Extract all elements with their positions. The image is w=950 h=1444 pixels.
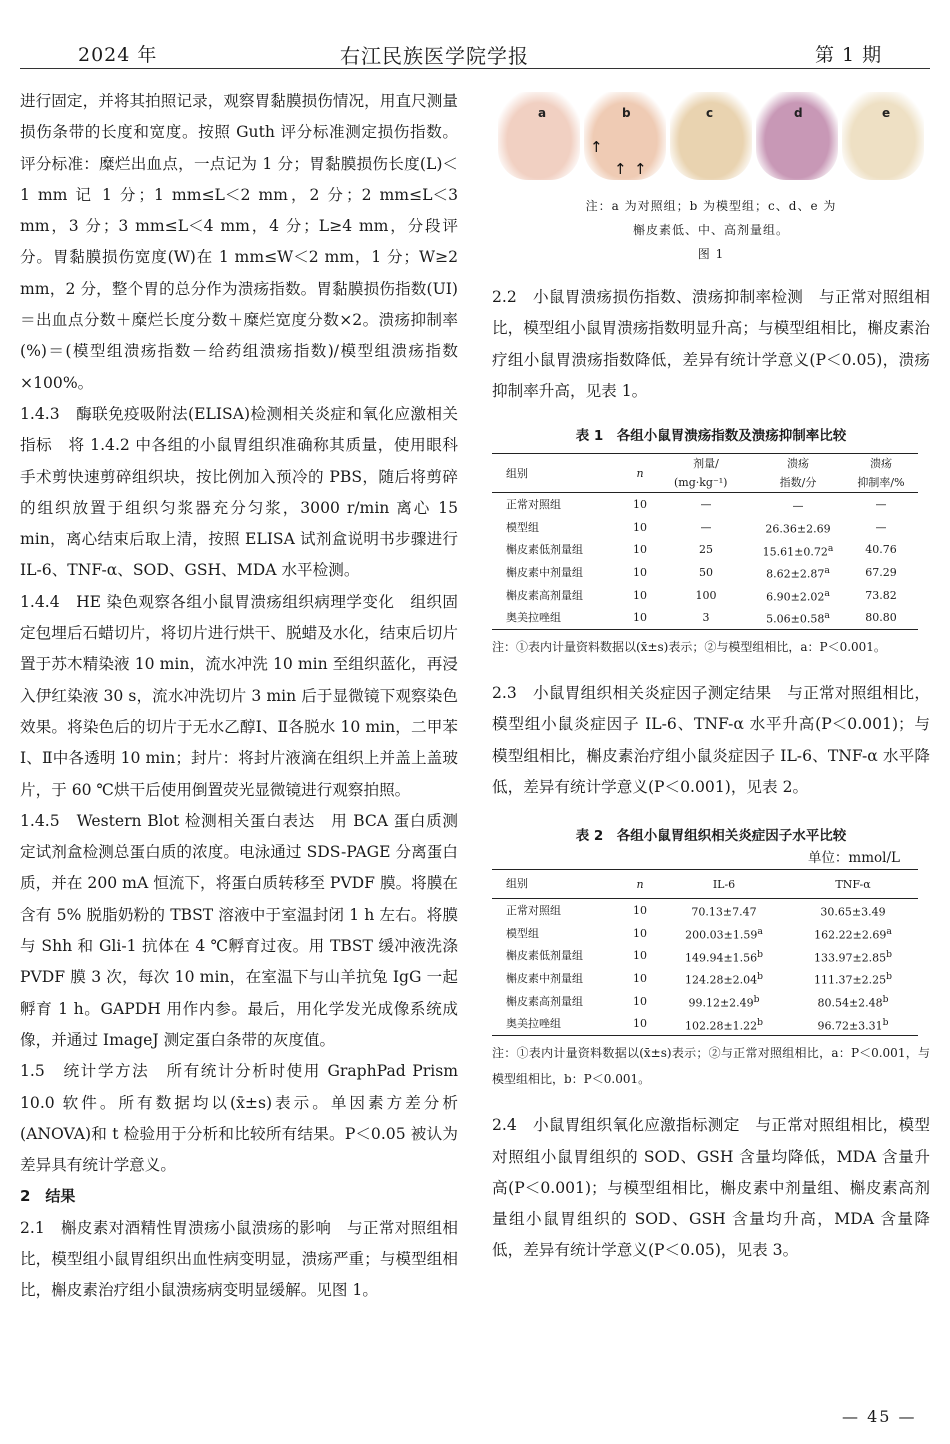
table-row [492, 990, 918, 1013]
table-row [492, 945, 918, 968]
photo-label: b [622, 106, 631, 120]
paragraph-scoring: 进行固定，并将其拍照记录，观察胃黏膜损伤情况，用直尺测量损伤条带的长度和宽度。按照 Guth 评分标准测定损伤指数。评分标准：糜烂出血点，一点记为 1 分；胃黏膜损伤长度(L)＜1 mm 记 1 分；1 mm≤L＜2 mm，2 分；2 mm≤L＜3 mm，3 分；3 mm≤L＜4 mm，4 分；L≥4 mm，分段评分。胃黏膜损伤宽度(W)在 1 mm≤W＜2 mm，1 分；W≥2 mm，2 分，整个胃的总分作为溃疡指数。胃黏膜损伤指数(UI)＝出血点分数＋糜烂长度分数＋糜烂宽度分数×2。溃疡抑制率(%)＝(模型组溃疡指数－给药组溃疡指数)/模型组溃疡指数×100%。 [20, 92, 458, 392]
paragraph-statistics: 1.5 统计学方法 所有统计分析时使用 GraphPad Prism 10.0 软件。所有数据均以(x̄±s)表示。单因素方差分析(ANOVA)和 t 检验用于分析和比较所有结果。P＜0.05 被认为差异具有统计学意义。 [20, 1062, 458, 1175]
paragraph-he-staining: 1.4.4 HE 染色观察各组小鼠胃溃疡组织病理学变化 组织固定包埋后石蜡切片，将切片进行烘干、脱蜡及水化，结束后切片置于苏木精染液 10 min，流水冲洗 10 min 至组织蓝化，再浸入伊红染液 30 s，流水冲洗切片 3 min 后于显微镜下观察染色效果。将染色后的切片于无水乙醇Ⅰ、Ⅱ各脱水 10 min，二甲苯Ⅰ、Ⅱ中各透明 10 min；封片：将封片液滴在组织上并盖上盖玻片，于 60 ℃烘干后使用倒置荧光显微镜进行观察拍照。 [20, 592, 458, 799]
cell-group: 槲皮素高剂量组 [506, 994, 583, 1008]
figure-note-line2: 槲皮素低、中、高剂量组。 [632, 223, 789, 237]
photo-label: c [706, 106, 714, 120]
header-issue: 第 1 期 [815, 44, 883, 66]
cell-group: 槲皮素高剂量组 [506, 588, 583, 602]
cell-group: 模型组 [506, 926, 539, 940]
cell-dose: — [700, 498, 712, 512]
cell-n: 10 [633, 611, 647, 625]
cell-ir: 67.29 [865, 565, 897, 579]
cell-group: 奥美拉唑组 [506, 611, 561, 625]
table-row [492, 493, 918, 516]
table-row [492, 606, 918, 629]
table-1-note: 注：①表内计量资料数据以(x̄±s)表示；②与模型组相比，a：P＜0.001。 [492, 640, 886, 655]
stomach-photo-d [756, 92, 838, 180]
header-year: 2024 年 [78, 44, 158, 66]
table-row [492, 539, 918, 562]
table-2 [492, 869, 918, 1036]
table-1-header-ir-unit: 抑制率/% [857, 476, 905, 490]
table-1-header-ir: 溃疡 [870, 457, 892, 471]
figure-caption: 图 1 [697, 247, 725, 261]
cell-group: 正常对照组 [506, 904, 561, 918]
page-number: — 45 — [842, 1407, 917, 1426]
table-row [492, 584, 918, 607]
cell-n: 10 [633, 498, 647, 512]
cell-group: 正常对照组 [506, 498, 561, 512]
arrow-icon: ↑ [614, 160, 627, 178]
cell-n: 10 [633, 543, 647, 557]
cell-dose: — [700, 520, 712, 534]
cell-group: 奥美拉唑组 [506, 1017, 561, 1031]
cell-n: 10 [633, 1017, 647, 1031]
cell-dose: 100 [695, 588, 717, 602]
cell-dose: 25 [699, 543, 713, 557]
cell-ui: 6.90±2.02$^a$ [766, 587, 830, 604]
table-1-header-dose: 剂量/ [693, 457, 719, 471]
cell-ir: — [875, 520, 887, 534]
cell-tnf: 96.72±3.31$^b$ [817, 1016, 889, 1033]
cell-ui: 5.06±0.58$^a$ [766, 610, 830, 627]
table-2-header-group: 组别 [506, 877, 528, 891]
header-journal: 右江民族医学院学报 [340, 44, 529, 68]
table-2-header-n: n [636, 877, 644, 891]
paragraph-results-2-4: 2.4 小鼠胃组织氧化应激指标测定 与正常对照组相比，模型对照组小鼠胃组织的 SOD、GSH 含量均降低，MDA 含量升高(P＜0.001)；与模型组相比，槲皮素中剂量组、槲皮素高剂量组小鼠胃组织的 SOD、GSH 含量均升高，MDA 含量降低，差异有统计学意义(P＜0.05)，见表 3。 [492, 1116, 930, 1260]
cell-il6: 149.94±1.56$^b$ [684, 948, 764, 965]
stomach-photo-e [842, 92, 924, 180]
cell-tnf: 30.65±3.49 [820, 905, 886, 919]
cell-n: 10 [633, 520, 647, 534]
cell-tnf: 111.37±2.25$^b$ [813, 971, 893, 987]
cell-ui: 15.61±0.72$^a$ [762, 542, 834, 559]
cell-ui: 8.62±2.87$^a$ [766, 565, 830, 581]
table-2-note: 注：①表内计量资料数据以(x̄±s)表示；②与正常对照组相比，a：P＜0.001，与模型组相比，b：P＜0.001。 [492, 1046, 930, 1087]
paragraph-results-2-2: 2.2 小鼠胃溃疡损伤指数、溃疡抑制率检测 与正常对照组相比，模型组小鼠胃溃疡指数明显升高；与模型组相比，槲皮素治疗组小鼠胃溃疡指数降低，差异有统计学意义(P＜0.05)，溃疡抑制率升高，见表 1。 [492, 288, 930, 400]
table-row [492, 561, 918, 584]
table-row [492, 516, 918, 539]
table-1-header-n: n [636, 466, 644, 480]
cell-tnf: 80.54±2.48$^b$ [817, 993, 889, 1010]
stomach-photo-b [584, 92, 666, 180]
left-column [20, 86, 458, 1307]
cell-ir: 80.80 [865, 611, 897, 625]
table-2-header-il6: IL-6 [712, 877, 736, 891]
stomach-photo-c [670, 92, 752, 180]
figure-note-line1: 注：a 为对照组；b 为模型组；c、d、e 为 [585, 199, 837, 213]
cell-dose: 50 [699, 565, 713, 579]
cell-n: 10 [633, 926, 647, 940]
cell-il6: 99.12±2.49$^b$ [688, 993, 760, 1010]
arrow-icon: ↑ [590, 138, 603, 156]
table-row [492, 922, 918, 945]
cell-dose: 3 [702, 611, 710, 625]
cell-ir: 40.76 [865, 543, 897, 557]
cell-n: 10 [633, 949, 647, 963]
cell-n: 10 [633, 994, 647, 1008]
photo-label: e [882, 106, 891, 120]
table-1-header-group: 组别 [506, 466, 528, 480]
table-1-header-ui: 溃疡 [787, 457, 809, 471]
section-heading-results: 2 结果 [20, 1187, 76, 1206]
cell-tnf: 133.97±2.85$^b$ [813, 948, 893, 965]
cell-ir: 73.82 [865, 588, 897, 602]
cell-tnf: 162.22±2.69$^a$ [814, 925, 892, 942]
running-header [0, 0, 950, 70]
cell-group: 槲皮素中剂量组 [506, 565, 583, 579]
paragraph-results-2-1: 2.1 槲皮素对酒精性胃溃疡小鼠溃疡的影响 与正常对照组相比，模型组小鼠胃组织出血性病变明显，溃疡严重；与模型组相比，槲皮素治疗组小鼠溃疡病变明显缓解。见图 1。 [20, 1218, 458, 1300]
table-row [492, 1013, 918, 1036]
cell-il6: 124.28±2.04$^b$ [684, 971, 764, 987]
table-2-unit: 单位：mmol/L [807, 850, 900, 867]
cell-n: 10 [633, 565, 647, 579]
right-column [492, 92, 930, 1267]
cell-n: 10 [633, 904, 647, 918]
header-rule [20, 68, 930, 69]
cell-group: 槲皮素低剂量组 [506, 543, 583, 557]
paragraph-elisa: 1.4.3 酶联免疫吸附法(ELISA)检测相关炎症和氧化应激相关指标 将 1.4.2 中各组的小鼠胃组织准确称其质量，使用眼科手术剪快速剪碎组织块，按比例加入预冷的 PBS，随后将剪碎的组织放置于组织匀浆器充分匀浆，3000 r/min 离心 15 min，离心结束后取上清，按照 ELISA 试剂盒说明书步骤进行 IL-6、TNF-α、SOD、GSH、MDA 水平检测。 [20, 404, 458, 580]
cell-ui: — [792, 499, 804, 513]
table-2-header-tnf: TNF-α [835, 877, 871, 891]
cell-il6: 70.13±7.47 [691, 905, 757, 919]
arrow-icon: ↑ [634, 160, 647, 178]
table-1 [492, 453, 918, 630]
table-row [492, 899, 918, 922]
photo-label: d [794, 106, 803, 120]
stomach-photo-a [498, 92, 580, 180]
cell-il6: 200.03±1.59$^a$ [685, 925, 763, 942]
paragraph-results-2-3: 2.3 小鼠胃组织相关炎症因子测定结果 与正常对照组相比，模型组小鼠炎症因子 IL-6、TNF-α 水平升高(P＜0.001)；与模型组相比，槲皮素治疗组小鼠炎症因子 IL-6、TNF-α 水平降低，差异有统计学意义(P＜0.001)，见表 2。 [492, 684, 930, 797]
paragraph-western-blot: 1.4.5 Western Blot 检测相关蛋白表达 用 BCA 蛋白质测定试剂盒检测总蛋白质的浓度。电泳通过 SDS-PAGE 分离蛋白质，并在 200 mA 恒流下，将蛋白质转移至 PVDF 膜。将膜在含有 5% 脱脂奶粉的 TBST 溶液中于室温封闭 1 h 左右。将膜与 Shh 和 Gli-1 抗体在 4 ℃孵育过夜。用 TBST 缓冲液洗涤 PVDF 膜 3 次，每次 10 min，在室温下与山羊抗兔 IgG 一起孵育 1 h。GAPDH 用作内参。最后，用化学发光成像系统成像，并通过 ImageJ 测定蛋白条带的灰度值。 [20, 811, 458, 1049]
table-1-header-dose-unit: (mg·kg⁻¹) [674, 476, 728, 490]
table-1-title: 表 1 各组小鼠胃溃疡指数及溃疡抑制率比较 [575, 428, 847, 445]
cell-group: 槲皮素低剂量组 [506, 949, 583, 963]
table-2-title: 表 2 各组小鼠胃组织相关炎症因子水平比较 [575, 828, 847, 845]
table-1-header-ui-unit: 指数/分 [779, 476, 817, 490]
table-row [492, 967, 918, 990]
cell-n: 10 [633, 972, 647, 986]
cell-ui: 26.36±2.69 [765, 522, 831, 536]
cell-group: 槲皮素中剂量组 [506, 972, 583, 986]
cell-ir: — [875, 498, 887, 512]
cell-n: 10 [633, 588, 647, 602]
cell-group: 模型组 [506, 520, 539, 534]
cell-il6: 102.28±1.22$^b$ [684, 1016, 764, 1033]
photo-label: a [538, 106, 547, 120]
figure-1-stomach-photos [498, 92, 908, 188]
